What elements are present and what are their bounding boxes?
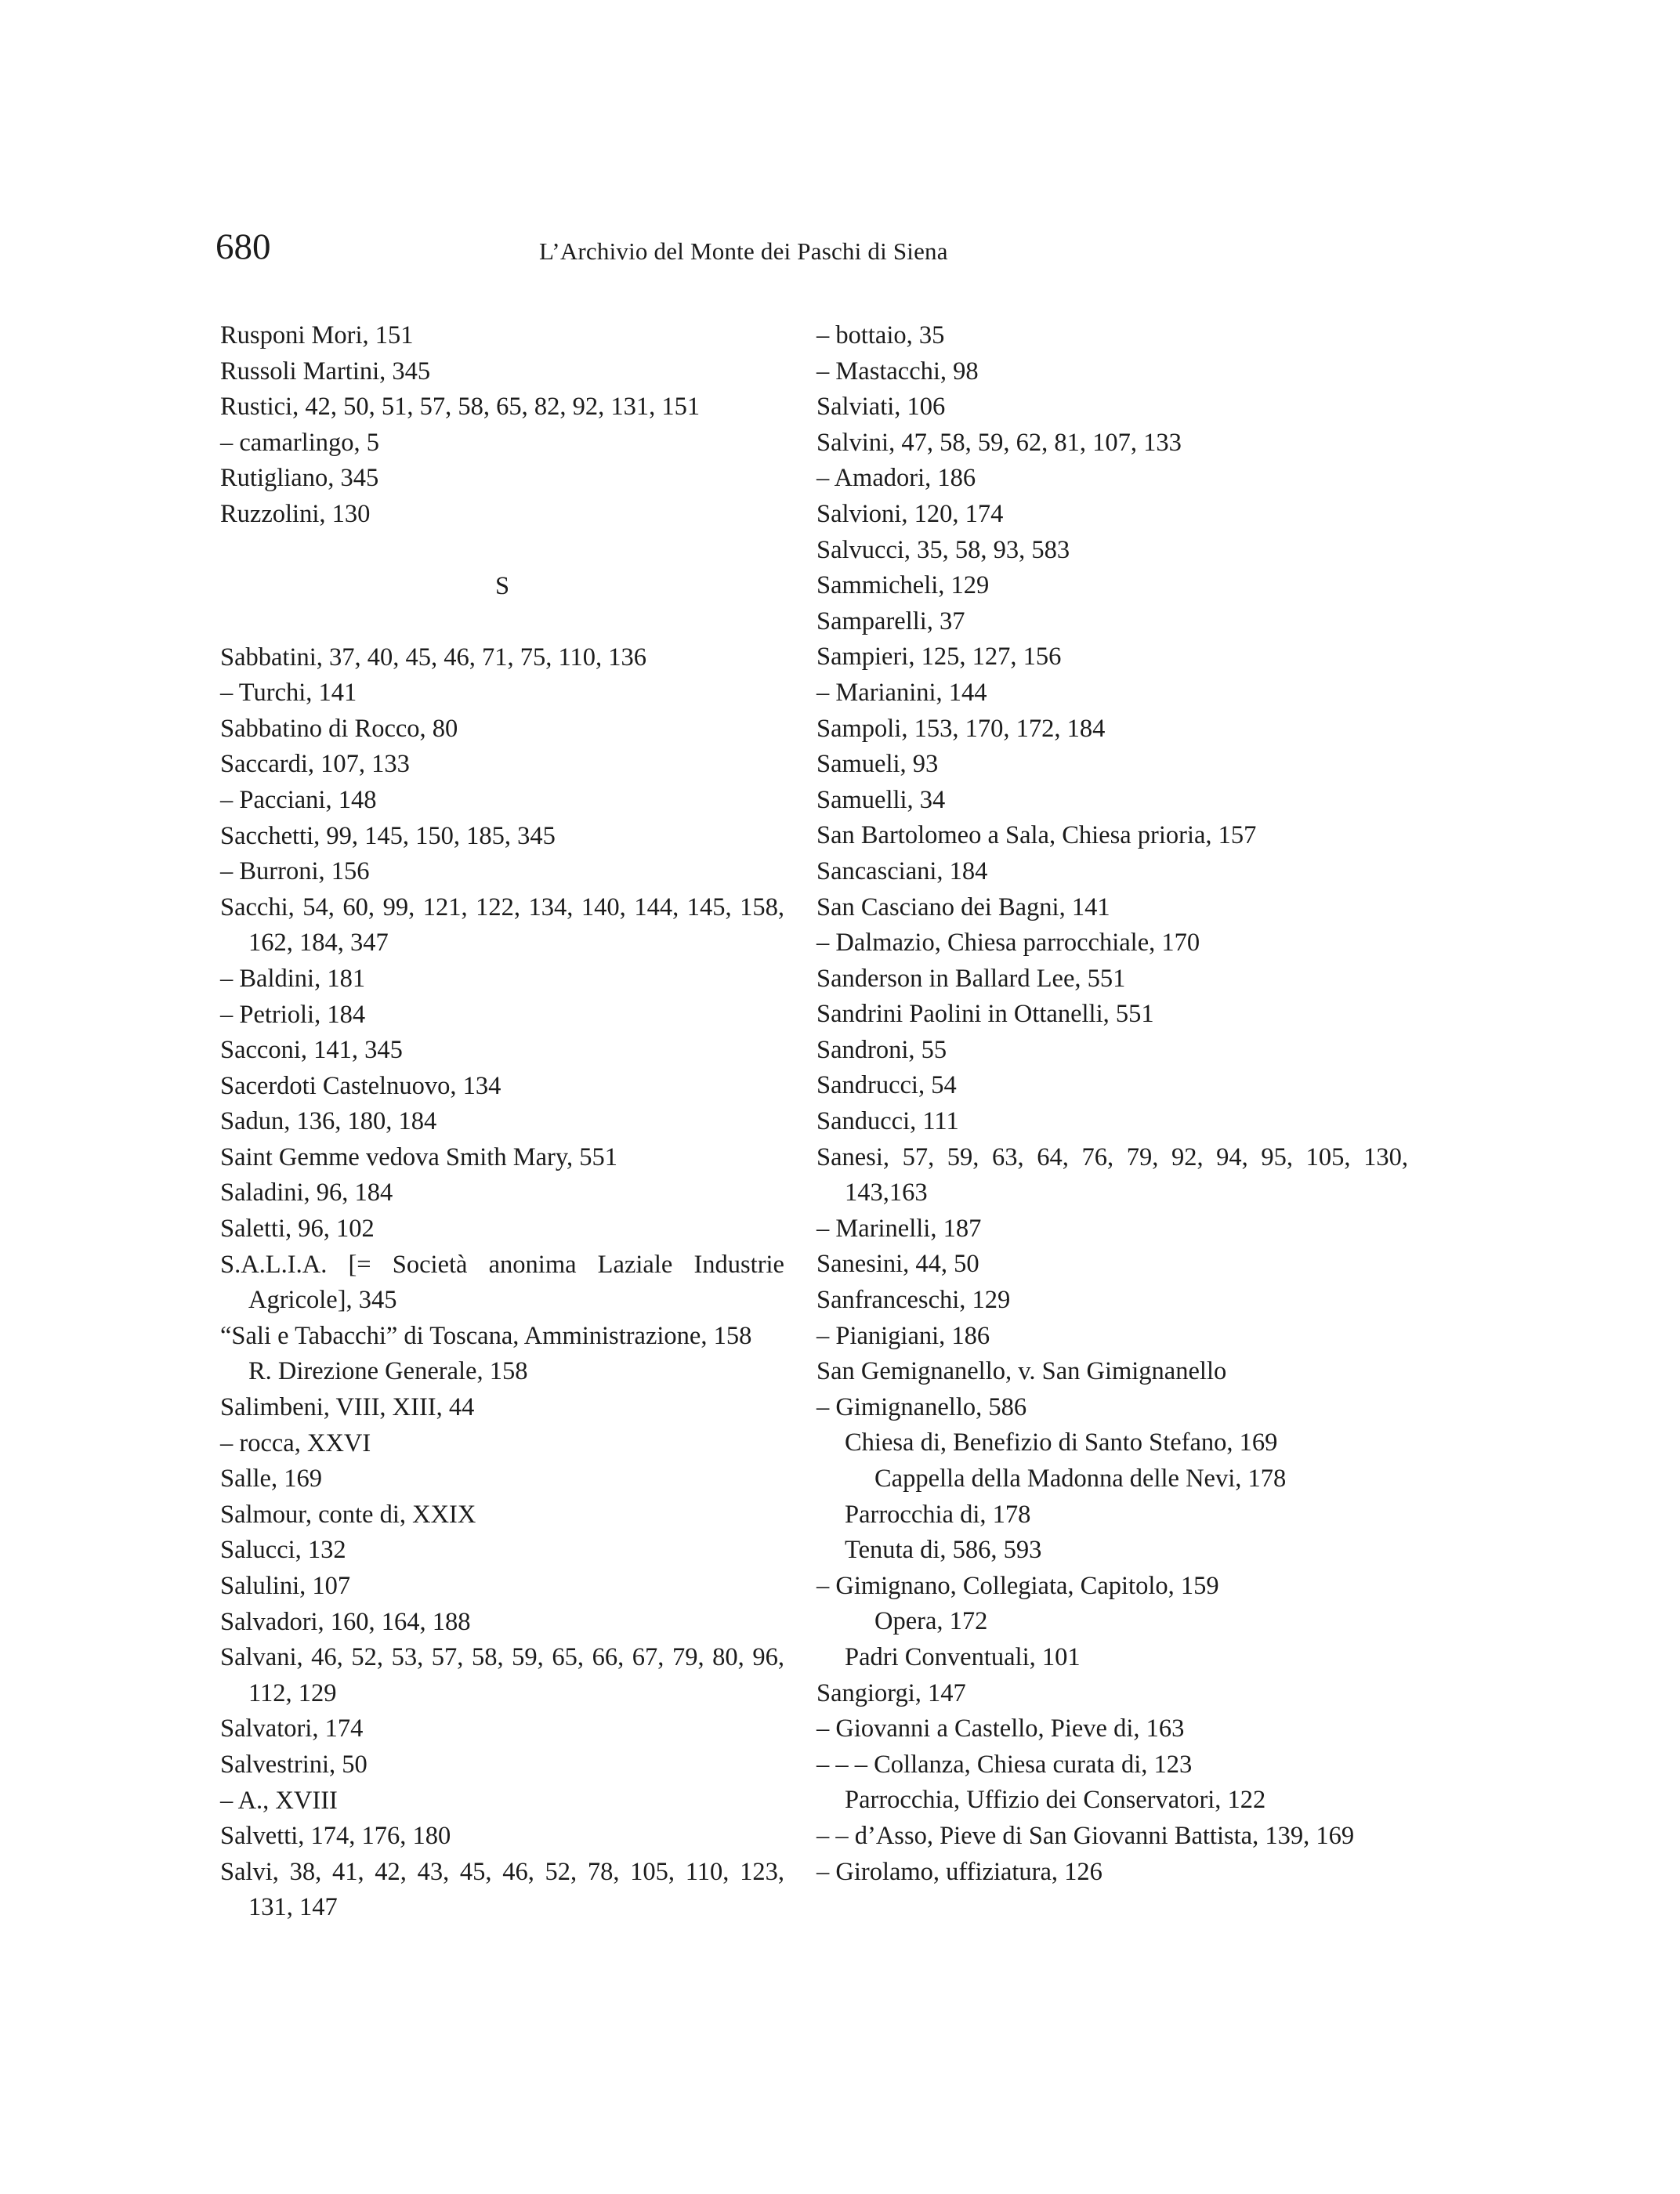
index-entry: – Pacciani, 148 [220,785,377,814]
index-entry: – Pianigiani, 186 [816,1321,990,1350]
index-column-right [816,318,1408,1890]
index-entry: Rustici, 42, 50, 51, 57, 58, 65, 82, 92, 131, 151 [220,393,701,422]
index-entry: – Mastacchi, 98 [816,357,979,386]
index-entry: Salvatori, 174 [220,1714,364,1743]
index-entry: Samuelli, 34 [816,785,946,814]
index-column-left [220,318,784,1926]
index-entry: “Sali e Tabacchi” di Toscana, Amministrazione, 158 [220,1321,752,1350]
index-entry: – camarlingo, 5 [220,428,380,457]
index-entry: Sanesini, 44, 50 [816,1250,979,1279]
page-number: 680 [215,226,271,267]
index-entry: Salulini, 107 [220,1572,351,1600]
index-entry: – Marinelli, 187 [816,1214,982,1243]
index-entry: Sacerdoti Castelnuovo, 134 [220,1071,501,1100]
index-entry: – Turchi, 141 [220,679,357,708]
index-entry: Saladini, 96, 184 [220,1178,393,1207]
index-entry: – bottaio, 35 [816,321,945,349]
index-entry: Sacconi, 141, 345 [220,1036,403,1065]
index-entry: Russoli Martini, 345 [220,357,431,386]
index-entry: Sabbatino di Rocco, 80 [220,714,458,743]
index-entry: – Marianini, 144 [816,678,987,707]
index-entry: Salviati, 106 [816,393,946,422]
index-entry: – Petrioli, 184 [220,1000,366,1029]
index-subentry: Opera, 172 [874,1607,988,1636]
index-entry: Salvucci, 35, 58, 93, 583 [816,535,1070,564]
index-subentry: Tenuta di, 586, 593 [845,1536,1042,1565]
index-entry: Sanderson in Ballard Lee, 551 [816,964,1126,993]
index-entry: San Bartolomeo a Sala, Chiesa prioria, 157 [816,821,1257,850]
index-entry: Samueli, 93 [816,750,939,779]
index-entry: – – d’Asso, Pieve di San Giovanni Battista, 139, 169 [816,1821,1355,1850]
index-entry: Salimbeni, VIII, XIII, 44 [220,1393,475,1422]
index-entry: – – – Collanza, Chiesa curata di, 123 [816,1750,1193,1779]
index-entry: Saletti, 96, 102 [220,1215,375,1244]
index-entry: Salmour, conte di, XXIX [220,1500,476,1529]
index-entry: Salucci, 132 [220,1536,346,1565]
index-entry: San Casciano dei Bagni, 141 [816,892,1110,921]
index-entry: – Amadori, 186 [816,464,976,493]
index-entry: Salvestrini, 50 [220,1750,368,1779]
index-entry: – Giovanni a Castello, Pieve di, 163 [816,1714,1185,1743]
index-entry: – Dalmazio, Chiesa parrocchiale, 170 [816,929,1200,958]
index-entry: Salvini, 47, 58, 59, 62, 81, 107, 133 [816,428,1182,457]
index-entry: Salvetti, 174, 176, 180 [220,1822,451,1851]
index-entry: Ruzzolini, 130 [220,499,371,528]
index-entry: Sabbatini, 37, 40, 45, 46, 71, 75, 110, 136 [220,643,647,672]
index-entry: Salle, 169 [220,1464,322,1493]
index-entry: Salvioni, 120, 174 [816,499,1004,528]
index-subentry: Parrocchia, Uffizio dei Conservatori, 122 [845,1786,1266,1815]
index-entry: Sandrucci, 54 [816,1071,957,1100]
index-entry: Sandrini Paolini in Ottanelli, 551 [816,1000,1154,1029]
index-entry: Rutigliano, 345 [220,464,379,493]
index-entry: Sammicheli, 129 [816,571,990,600]
index-entry: – rocca, XXVI [220,1428,371,1457]
index-entry: Salvadori, 160, 164, 188 [220,1607,471,1636]
index-entry: San Gemignanello, v. San Gimignanello [816,1357,1227,1386]
index-entry: Samparelli, 37 [816,606,965,635]
index-entry: Sadun, 136, 180, 184 [220,1107,437,1136]
index-entry: Saint Gemme vedova Smith Mary, 551 [220,1142,617,1171]
index-entry: Sacchi, 54, 60, 99, 121, 122, 134, 140, 144, 145, 158, 162, 184, 347 [220,892,784,958]
index-entry: S.A.L.I.A. [= Società anonima Laziale Industrie Agricole], 345 [220,1250,784,1315]
index-subentry: R. Direzione Generale, 158 [248,1357,528,1386]
index-entry: – Baldini, 181 [220,964,366,993]
index-entry: Rusponi Mori, 151 [220,321,414,349]
index-entry: Sanesi, 57, 59, 63, 64, 76, 79, 92, 94, 95, 105, 130, 143,163 [816,1142,1408,1207]
index-entry: Sanfranceschi, 129 [816,1286,1011,1315]
index-entry: – Girolamo, uffiziatura, 126 [816,1857,1102,1886]
section-letter: S [494,571,510,600]
index-subentry: Chiesa di, Benefizio di Santo Stefano, 169 [845,1428,1278,1457]
index-subentry: Cappella della Madonna delle Nevi, 178 [874,1464,1287,1493]
index-entry: Sampieri, 125, 127, 156 [816,643,1062,672]
index-entry: Sacchetti, 99, 145, 150, 185, 345 [220,821,556,850]
index-entry: – A., XVIII [220,1786,338,1815]
index-subentry: Parrocchia di, 178 [845,1500,1031,1529]
running-title: L’Archivio del Monte dei Paschi di Siena [539,237,948,265]
index-entry: Salvani, 46, 52, 53, 57, 58, 59, 65, 66, 67, 79, 80, 96, 112, 129 [220,1643,784,1707]
index-entry: – Gimignanello, 586 [816,1392,1027,1421]
index-entry: Sanducci, 111 [816,1107,959,1136]
index-entry: – Gimignano, Collegiata, Capitolo, 159 [816,1571,1219,1600]
index-entry: Sancasciani, 184 [816,856,988,885]
index-entry: Saccardi, 107, 133 [220,750,410,779]
index-entry: – Burroni, 156 [220,857,370,886]
index-entry: Sandroni, 55 [816,1035,947,1064]
index-entry: Sangiorgi, 147 [816,1678,966,1707]
index-entry: Sampoli, 153, 170, 172, 184 [816,714,1106,743]
index-subentry: Padri Conventuali, 101 [845,1642,1081,1671]
index-entry: Salvi, 38, 41, 42, 43, 45, 46, 52, 78, 105, 110, 123, 131, 147 [220,1857,784,1922]
